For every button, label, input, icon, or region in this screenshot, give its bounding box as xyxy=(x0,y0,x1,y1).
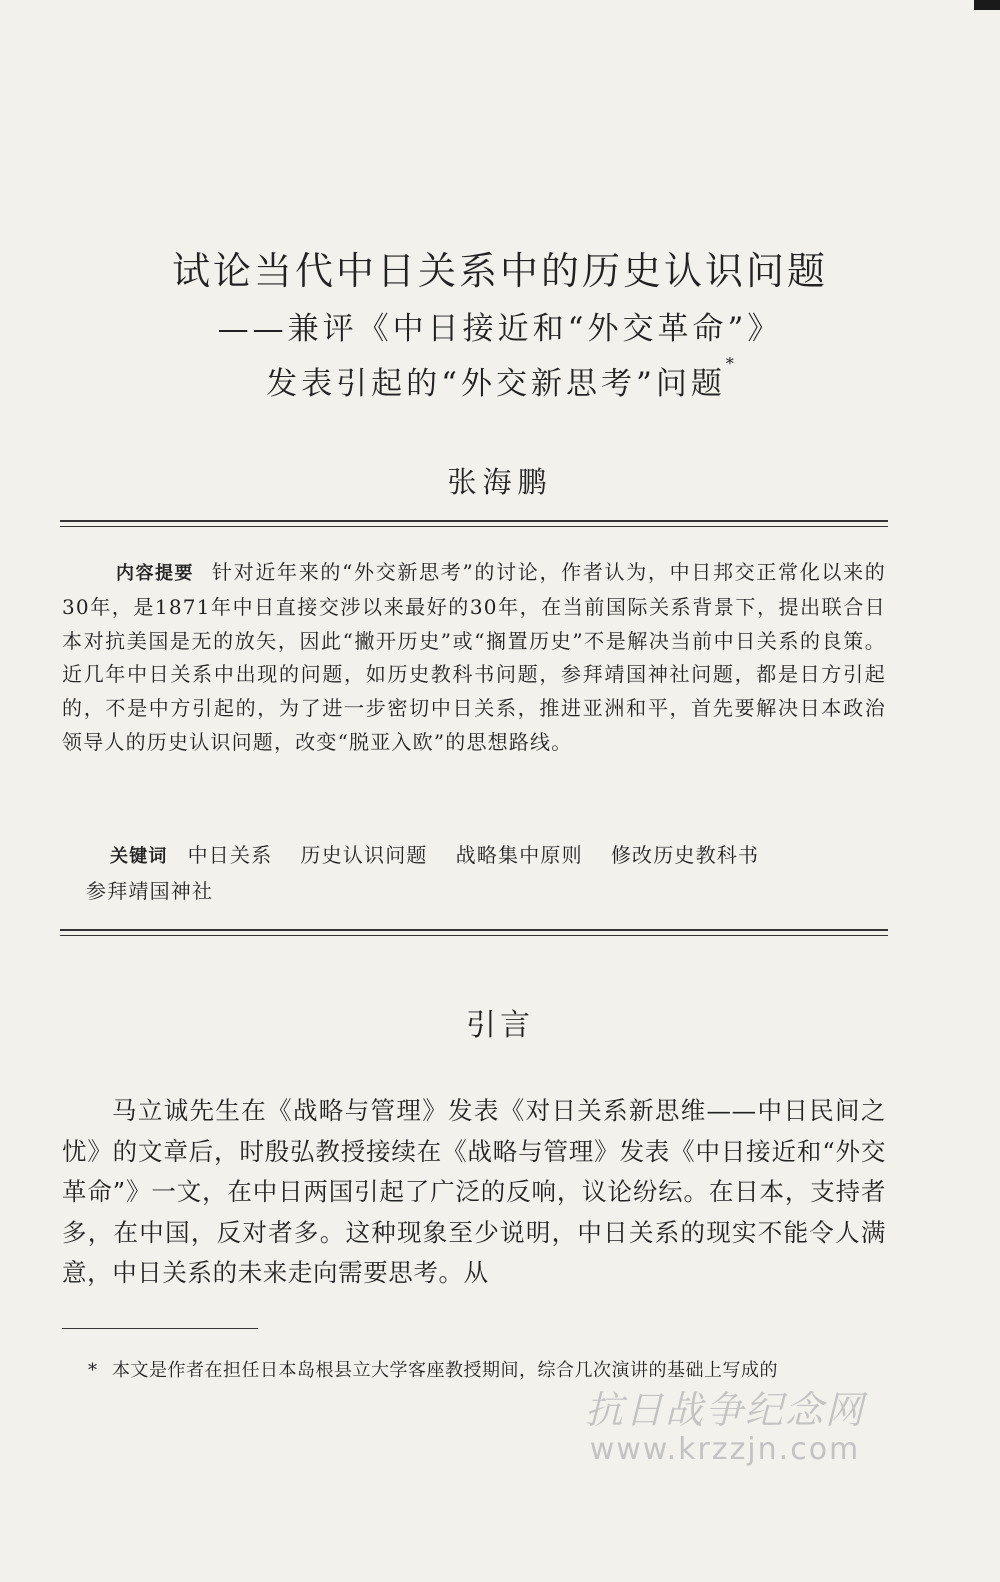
body-paragraph: 马立诚先生在《战略与管理》发表《对日关系新思维——中日民间之忧》的文章后，时殷弘教授接续在《战略与管理》发表《中日接近和“外交革命”》一文，在中日两国引起了广泛的反响，议论纷纭。在日本，支持者多，在中国，反对者多。这种现象至少说明，中日关系的现实不能令人满意，中日关系的未来走向需要思考。从 xyxy=(62,1096,886,1287)
abstract xyxy=(62,556,886,760)
title-block xyxy=(0,240,1000,403)
subtitle-line-2 xyxy=(0,354,1000,403)
top-divider xyxy=(60,520,888,527)
keywords-label: 关键词 xyxy=(110,846,168,867)
keyword: 修改历史教科书 xyxy=(610,843,760,867)
abstract-label: 内容提要 xyxy=(116,563,194,584)
subtitle-line-1: ——兼评《中日接近和“外交革命”》 xyxy=(217,311,783,347)
keywords xyxy=(62,838,886,908)
footnote-text: 本文是作者在担任日本岛根县立大学客座教授期间，综合几次演讲的基础上写成的 xyxy=(112,1360,778,1381)
keyword: 战略集中原则 xyxy=(455,843,583,867)
watermark-line-1: 抗日战争纪念网 xyxy=(584,1388,865,1432)
keyword: 历史认识问题 xyxy=(300,843,428,867)
title-footnote-mark: * xyxy=(725,354,734,373)
keyword: 参拜靖国神社 xyxy=(86,879,214,903)
corner-mark xyxy=(974,0,1000,10)
bottom-divider xyxy=(60,929,888,936)
keyword: 中日关系 xyxy=(187,843,273,867)
subtitle-line-2-text: 发表引起的“外交新思考”问题 xyxy=(266,366,726,402)
footnote-rule xyxy=(62,1328,258,1329)
footnote-mark: * xyxy=(88,1360,98,1381)
section-title: 引言 xyxy=(466,1008,534,1043)
body-text xyxy=(62,1091,886,1294)
footnote xyxy=(62,1358,886,1384)
watermark xyxy=(560,1388,890,1468)
main-title: 试论当代中日关系中的历史认识问题 xyxy=(171,249,828,293)
author-name: 张海鹏 xyxy=(447,465,553,499)
abstract-text: 针对近年来的“外交新思考”的讨论，作者认为，中日邦交正常化以来的30年，是1871年中日直接交涉以来最好的30年，在当前国际关系背景下，提出联合日本对抗美国是无的放矢，因此“撇开历史”或“搁置历史”不是解决当前中日关系的良策。近几年中日关系中出现的问题，如历史教科书问题，参拜靖国神社问题，都是日方引起的，不是中方引起的，为了进一步密切中日关系，推进亚洲和平，首先要解决日本政治领导人的历史认识问题，改变“脱亚入欧”的思想路线。 xyxy=(62,560,886,754)
watermark-line-2: www.krzzjn.com xyxy=(589,1432,861,1467)
